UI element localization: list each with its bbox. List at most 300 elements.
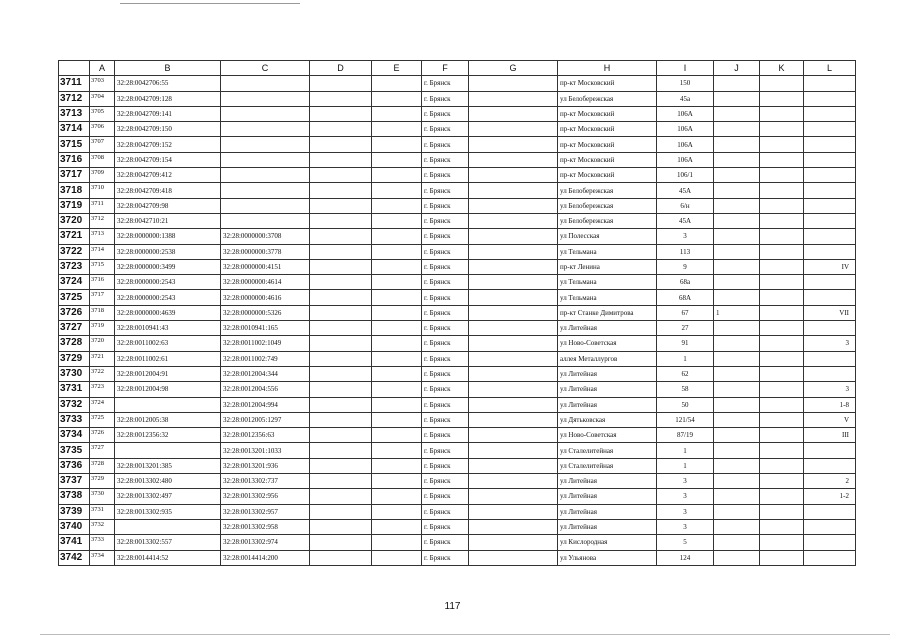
cell-b[interactable]: 32:28:0042709:152 (115, 137, 221, 152)
cell-k[interactable] (760, 259, 804, 274)
cell-f[interactable]: г. Брянск (422, 366, 469, 381)
cell-k[interactable] (760, 382, 804, 397)
cell-a[interactable]: 3725 (90, 412, 115, 427)
cell-k[interactable] (760, 321, 804, 336)
cell-j[interactable] (714, 229, 760, 244)
cell-e[interactable] (372, 321, 422, 336)
cell-d[interactable] (310, 412, 372, 427)
cell-h[interactable]: ул Дятьковская (558, 412, 657, 427)
cell-j[interactable] (714, 91, 760, 106)
row-number[interactable]: 3737 (59, 474, 90, 489)
cell-f[interactable]: г. Брянск (422, 259, 469, 274)
row-number[interactable]: 3739 (59, 504, 90, 519)
cell-b[interactable] (115, 519, 221, 534)
cell-h[interactable]: пр-кт Московский (558, 76, 657, 91)
column-header-a[interactable]: A (90, 61, 115, 76)
cell-d[interactable] (310, 443, 372, 458)
cell-j[interactable] (714, 336, 760, 351)
cell-i[interactable]: 45А (657, 213, 714, 228)
cell-l[interactable] (804, 458, 856, 473)
cell-j[interactable] (714, 106, 760, 121)
cell-e[interactable] (372, 275, 422, 290)
cell-i[interactable]: 45А (657, 183, 714, 198)
cell-c[interactable] (221, 183, 310, 198)
cell-h[interactable]: ул Сталелитейная (558, 443, 657, 458)
cell-a[interactable]: 3718 (90, 305, 115, 320)
cell-d[interactable] (310, 229, 372, 244)
cell-d[interactable] (310, 198, 372, 213)
cell-e[interactable] (372, 397, 422, 412)
cell-c[interactable]: 32:28:0013302:958 (221, 519, 310, 534)
cell-k[interactable] (760, 305, 804, 320)
cell-f[interactable]: г. Брянск (422, 305, 469, 320)
cell-b[interactable]: 32:28:0012004:98 (115, 382, 221, 397)
cell-d[interactable] (310, 76, 372, 91)
cell-c[interactable]: 32:28:0013201:1033 (221, 443, 310, 458)
cell-h[interactable]: ул Литейная (558, 489, 657, 504)
cell-e[interactable] (372, 458, 422, 473)
cell-d[interactable] (310, 122, 372, 137)
cell-d[interactable] (310, 213, 372, 228)
cell-a[interactable]: 3712 (90, 213, 115, 228)
row-number[interactable]: 3733 (59, 412, 90, 427)
cell-j[interactable]: 1 (714, 305, 760, 320)
cell-i[interactable]: 87/19 (657, 428, 714, 443)
row-number[interactable]: 3724 (59, 275, 90, 290)
cell-d[interactable] (310, 504, 372, 519)
cell-l[interactable]: V (804, 412, 856, 427)
cell-h[interactable]: аллея Металлургов (558, 351, 657, 366)
cell-i[interactable]: 5 (657, 535, 714, 550)
cell-k[interactable] (760, 397, 804, 412)
cell-l[interactable] (804, 275, 856, 290)
cell-l[interactable] (804, 244, 856, 259)
cell-i[interactable]: 106А (657, 106, 714, 121)
row-number[interactable]: 3725 (59, 290, 90, 305)
cell-i[interactable]: 58 (657, 382, 714, 397)
cell-g[interactable] (469, 183, 558, 198)
cell-c[interactable]: 32:28:0013302:957 (221, 504, 310, 519)
cell-e[interactable] (372, 183, 422, 198)
column-header-i[interactable]: I (657, 61, 714, 76)
cell-i[interactable]: 1 (657, 458, 714, 473)
cell-j[interactable] (714, 152, 760, 167)
cell-b[interactable]: 32:28:0000000:3499 (115, 259, 221, 274)
cell-f[interactable]: г. Брянск (422, 443, 469, 458)
cell-a[interactable]: 3719 (90, 321, 115, 336)
cell-b[interactable] (115, 443, 221, 458)
cell-c[interactable] (221, 91, 310, 106)
row-number[interactable]: 3722 (59, 244, 90, 259)
column-header-l[interactable]: L (804, 61, 856, 76)
cell-a[interactable]: 3720 (90, 336, 115, 351)
cell-e[interactable] (372, 76, 422, 91)
cell-a[interactable]: 3733 (90, 535, 115, 550)
cell-e[interactable] (372, 336, 422, 351)
cell-k[interactable] (760, 137, 804, 152)
row-number[interactable]: 3713 (59, 106, 90, 121)
column-header-b[interactable]: B (115, 61, 221, 76)
cell-b[interactable]: 32:28:0042706:55 (115, 76, 221, 91)
cell-i[interactable]: 113 (657, 244, 714, 259)
cell-g[interactable] (469, 443, 558, 458)
cell-a[interactable]: 3714 (90, 244, 115, 259)
cell-g[interactable] (469, 336, 558, 351)
cell-i[interactable]: 3 (657, 474, 714, 489)
cell-g[interactable] (469, 412, 558, 427)
cell-a[interactable]: 3722 (90, 366, 115, 381)
row-number[interactable]: 3723 (59, 259, 90, 274)
cell-f[interactable]: г. Брянск (422, 122, 469, 137)
cell-h[interactable]: ул Белобережская (558, 91, 657, 106)
cell-c[interactable] (221, 137, 310, 152)
cell-l[interactable] (804, 519, 856, 534)
cell-e[interactable] (372, 489, 422, 504)
cell-j[interactable] (714, 137, 760, 152)
cell-e[interactable] (372, 290, 422, 305)
cell-a[interactable]: 3708 (90, 152, 115, 167)
cell-a[interactable]: 3732 (90, 519, 115, 534)
cell-d[interactable] (310, 519, 372, 534)
cell-i[interactable]: 27 (657, 321, 714, 336)
cell-b[interactable]: 32:28:0012356:32 (115, 428, 221, 443)
cell-a[interactable]: 3730 (90, 489, 115, 504)
cell-k[interactable] (760, 275, 804, 290)
cell-g[interactable] (469, 519, 558, 534)
cell-b[interactable]: 32:28:0042709:141 (115, 106, 221, 121)
row-number[interactable]: 3731 (59, 382, 90, 397)
cell-d[interactable] (310, 106, 372, 121)
cell-i[interactable]: 62 (657, 366, 714, 381)
cell-b[interactable]: 32:28:0000000:2543 (115, 275, 221, 290)
cell-f[interactable]: г. Брянск (422, 152, 469, 167)
cell-f[interactable]: г. Брянск (422, 137, 469, 152)
cell-a[interactable]: 3707 (90, 137, 115, 152)
cell-l[interactable]: 3 (804, 382, 856, 397)
cell-e[interactable] (372, 168, 422, 183)
cell-j[interactable] (714, 489, 760, 504)
cell-h[interactable]: ул Белобережская (558, 198, 657, 213)
cell-k[interactable] (760, 428, 804, 443)
cell-f[interactable]: г. Брянск (422, 244, 469, 259)
cell-c[interactable]: 32:28:0012356:63 (221, 428, 310, 443)
cell-l[interactable] (804, 168, 856, 183)
row-number[interactable]: 3721 (59, 229, 90, 244)
cell-c[interactable]: 32:28:0000000:3708 (221, 229, 310, 244)
cell-j[interactable] (714, 382, 760, 397)
cell-b[interactable]: 32:28:0042709:412 (115, 168, 221, 183)
cell-h[interactable]: пр-кт Ленина (558, 259, 657, 274)
cell-i[interactable]: 106А (657, 152, 714, 167)
cell-j[interactable] (714, 550, 760, 565)
cell-j[interactable] (714, 183, 760, 198)
cell-a[interactable]: 3705 (90, 106, 115, 121)
cell-i[interactable]: 121/54 (657, 412, 714, 427)
cell-c[interactable]: 32:28:0012004:344 (221, 366, 310, 381)
cell-a[interactable]: 3727 (90, 443, 115, 458)
cell-f[interactable]: г. Брянск (422, 519, 469, 534)
row-number[interactable]: 3720 (59, 213, 90, 228)
cell-d[interactable] (310, 259, 372, 274)
cell-g[interactable] (469, 305, 558, 320)
cell-f[interactable]: г. Брянск (422, 382, 469, 397)
cell-h[interactable]: ул Тельмана (558, 275, 657, 290)
cell-k[interactable] (760, 535, 804, 550)
cell-a[interactable]: 3704 (90, 91, 115, 106)
column-header-k[interactable]: K (760, 61, 804, 76)
cell-i[interactable]: 45а (657, 91, 714, 106)
cell-i[interactable]: 68а (657, 275, 714, 290)
cell-d[interactable] (310, 183, 372, 198)
cell-d[interactable] (310, 458, 372, 473)
cell-d[interactable] (310, 535, 372, 550)
cell-c[interactable]: 32:28:0000000:4614 (221, 275, 310, 290)
cell-i[interactable]: 91 (657, 336, 714, 351)
cell-a[interactable]: 3721 (90, 351, 115, 366)
cell-k[interactable] (760, 489, 804, 504)
cell-h[interactable]: пр-кт Московский (558, 168, 657, 183)
cell-l[interactable] (804, 351, 856, 366)
cell-l[interactable] (804, 137, 856, 152)
cell-b[interactable]: 32:28:0013302:480 (115, 474, 221, 489)
cell-h[interactable]: ул Тельмана (558, 290, 657, 305)
row-number[interactable]: 3738 (59, 489, 90, 504)
row-number[interactable]: 3711 (59, 76, 90, 91)
cell-i[interactable]: 3 (657, 504, 714, 519)
cell-h[interactable]: ул Литейная (558, 321, 657, 336)
cell-f[interactable]: г. Брянск (422, 106, 469, 121)
cell-e[interactable] (372, 122, 422, 137)
cell-l[interactable]: 2 (804, 474, 856, 489)
column-header-corner[interactable] (59, 61, 90, 76)
cell-g[interactable] (469, 91, 558, 106)
cell-k[interactable] (760, 458, 804, 473)
cell-c[interactable] (221, 198, 310, 213)
cell-c[interactable]: 32:28:0014414:200 (221, 550, 310, 565)
cell-b[interactable]: 32:28:0000000:2543 (115, 290, 221, 305)
cell-l[interactable] (804, 198, 856, 213)
cell-l[interactable]: IV (804, 259, 856, 274)
cell-l[interactable] (804, 122, 856, 137)
cell-l[interactable]: 1-2 (804, 489, 856, 504)
cell-f[interactable]: г. Брянск (422, 397, 469, 412)
cell-a[interactable]: 3710 (90, 183, 115, 198)
cell-f[interactable]: г. Брянск (422, 351, 469, 366)
cell-g[interactable] (469, 168, 558, 183)
cell-i[interactable]: 3 (657, 489, 714, 504)
cell-c[interactable]: 32:28:0013201:936 (221, 458, 310, 473)
cell-b[interactable]: 32:28:0011002:61 (115, 351, 221, 366)
cell-j[interactable] (714, 244, 760, 259)
cell-e[interactable] (372, 504, 422, 519)
cell-g[interactable] (469, 76, 558, 91)
cell-j[interactable] (714, 213, 760, 228)
row-number[interactable]: 3735 (59, 443, 90, 458)
cell-k[interactable] (760, 550, 804, 565)
cell-l[interactable] (804, 550, 856, 565)
cell-a[interactable]: 3729 (90, 474, 115, 489)
cell-c[interactable] (221, 168, 310, 183)
cell-b[interactable]: 32:28:0014414:52 (115, 550, 221, 565)
cell-f[interactable]: г. Брянск (422, 229, 469, 244)
cell-k[interactable] (760, 336, 804, 351)
cell-d[interactable] (310, 305, 372, 320)
cell-k[interactable] (760, 443, 804, 458)
cell-k[interactable] (760, 351, 804, 366)
cell-g[interactable] (469, 550, 558, 565)
cell-f[interactable]: г. Брянск (422, 275, 469, 290)
cell-f[interactable]: г. Брянск (422, 474, 469, 489)
cell-j[interactable] (714, 198, 760, 213)
cell-g[interactable] (469, 474, 558, 489)
cell-h[interactable]: ул Литейная (558, 397, 657, 412)
cell-k[interactable] (760, 183, 804, 198)
cell-l[interactable] (804, 535, 856, 550)
cell-d[interactable] (310, 366, 372, 381)
cell-e[interactable] (372, 428, 422, 443)
cell-h[interactable]: ул Литейная (558, 382, 657, 397)
cell-b[interactable]: 32:28:0011002:63 (115, 336, 221, 351)
cell-l[interactable]: 3 (804, 336, 856, 351)
cell-e[interactable] (372, 366, 422, 381)
cell-h[interactable]: ул Литейная (558, 519, 657, 534)
cell-c[interactable]: 32:28:0012004:556 (221, 382, 310, 397)
cell-d[interactable] (310, 91, 372, 106)
cell-j[interactable] (714, 168, 760, 183)
row-number[interactable]: 3727 (59, 321, 90, 336)
cell-h[interactable]: ул Тельмана (558, 244, 657, 259)
cell-l[interactable] (804, 321, 856, 336)
cell-i[interactable]: 68А (657, 290, 714, 305)
cell-e[interactable] (372, 213, 422, 228)
cell-f[interactable]: г. Брянск (422, 458, 469, 473)
cell-j[interactable] (714, 474, 760, 489)
row-number[interactable]: 3734 (59, 428, 90, 443)
cell-k[interactable] (760, 244, 804, 259)
row-number[interactable]: 3729 (59, 351, 90, 366)
cell-h[interactable]: пр-кт Московский (558, 152, 657, 167)
cell-b[interactable]: 32:28:0042710:21 (115, 213, 221, 228)
cell-k[interactable] (760, 412, 804, 427)
cell-e[interactable] (372, 519, 422, 534)
cell-i[interactable]: 106/1 (657, 168, 714, 183)
row-number[interactable]: 3742 (59, 550, 90, 565)
cell-l[interactable] (804, 290, 856, 305)
cell-f[interactable]: г. Брянск (422, 428, 469, 443)
cell-h[interactable]: ул Белобережская (558, 183, 657, 198)
cell-f[interactable]: г. Брянск (422, 183, 469, 198)
column-header-e[interactable]: E (372, 61, 422, 76)
cell-a[interactable]: 3716 (90, 275, 115, 290)
cell-h[interactable]: ул Литейная (558, 474, 657, 489)
cell-e[interactable] (372, 412, 422, 427)
cell-c[interactable] (221, 122, 310, 137)
cell-k[interactable] (760, 213, 804, 228)
cell-a[interactable]: 3717 (90, 290, 115, 305)
cell-c[interactable]: 32:28:0013302:974 (221, 535, 310, 550)
cell-h[interactable]: ул Ново-Советская (558, 428, 657, 443)
cell-c[interactable]: 32:28:0011002:749 (221, 351, 310, 366)
cell-i[interactable]: 1 (657, 351, 714, 366)
cell-i[interactable]: 6/н (657, 198, 714, 213)
row-number[interactable]: 3717 (59, 168, 90, 183)
cell-l[interactable] (804, 183, 856, 198)
cell-k[interactable] (760, 76, 804, 91)
cell-b[interactable]: 32:28:0042709:150 (115, 122, 221, 137)
cell-g[interactable] (469, 535, 558, 550)
cell-c[interactable] (221, 152, 310, 167)
cell-g[interactable] (469, 198, 558, 213)
cell-h[interactable]: ул Ульянова (558, 550, 657, 565)
cell-l[interactable] (804, 213, 856, 228)
cell-h[interactable]: пр-кт Станке Димитрова (558, 305, 657, 320)
cell-a[interactable]: 3709 (90, 168, 115, 183)
cell-l[interactable]: 1-8 (804, 397, 856, 412)
cell-h[interactable]: ул Полесская (558, 229, 657, 244)
cell-d[interactable] (310, 382, 372, 397)
cell-j[interactable] (714, 76, 760, 91)
row-number[interactable]: 3718 (59, 183, 90, 198)
cell-e[interactable] (372, 550, 422, 565)
cell-i[interactable]: 50 (657, 397, 714, 412)
cell-j[interactable] (714, 321, 760, 336)
cell-k[interactable] (760, 366, 804, 381)
cell-f[interactable]: г. Брянск (422, 412, 469, 427)
cell-e[interactable] (372, 351, 422, 366)
cell-i[interactable]: 106А (657, 122, 714, 137)
cell-g[interactable] (469, 428, 558, 443)
cell-g[interactable] (469, 275, 558, 290)
cell-b[interactable]: 32:28:0013302:557 (115, 535, 221, 550)
cell-l[interactable] (804, 91, 856, 106)
cell-e[interactable] (372, 229, 422, 244)
cell-e[interactable] (372, 152, 422, 167)
cell-h[interactable]: ул Ново-Советская (558, 336, 657, 351)
cell-d[interactable] (310, 351, 372, 366)
cell-i[interactable]: 67 (657, 305, 714, 320)
cell-k[interactable] (760, 91, 804, 106)
cell-f[interactable]: г. Брянск (422, 336, 469, 351)
cell-c[interactable]: 32:28:0012005:1297 (221, 412, 310, 427)
cell-c[interactable]: 32:28:0012004:994 (221, 397, 310, 412)
cell-c[interactable]: 32:28:0013302:737 (221, 474, 310, 489)
row-number[interactable]: 3736 (59, 458, 90, 473)
row-number[interactable]: 3726 (59, 305, 90, 320)
cell-k[interactable] (760, 168, 804, 183)
cell-c[interactable]: 32:28:0010941:165 (221, 321, 310, 336)
cell-i[interactable]: 3 (657, 229, 714, 244)
cell-l[interactable]: VII (804, 305, 856, 320)
cell-d[interactable] (310, 168, 372, 183)
cell-l[interactable] (804, 504, 856, 519)
cell-b[interactable]: 32:28:0042709:128 (115, 91, 221, 106)
cell-j[interactable] (714, 519, 760, 534)
cell-b[interactable] (115, 397, 221, 412)
cell-g[interactable] (469, 458, 558, 473)
cell-a[interactable]: 3711 (90, 198, 115, 213)
cell-h[interactable]: ул Кислородная (558, 535, 657, 550)
column-header-d[interactable]: D (310, 61, 372, 76)
cell-d[interactable] (310, 244, 372, 259)
cell-j[interactable] (714, 504, 760, 519)
cell-f[interactable]: г. Брянск (422, 504, 469, 519)
cell-k[interactable] (760, 106, 804, 121)
cell-k[interactable] (760, 519, 804, 534)
cell-d[interactable] (310, 336, 372, 351)
cell-a[interactable]: 3726 (90, 428, 115, 443)
cell-b[interactable]: 32:28:0042709:98 (115, 198, 221, 213)
cell-d[interactable] (310, 275, 372, 290)
